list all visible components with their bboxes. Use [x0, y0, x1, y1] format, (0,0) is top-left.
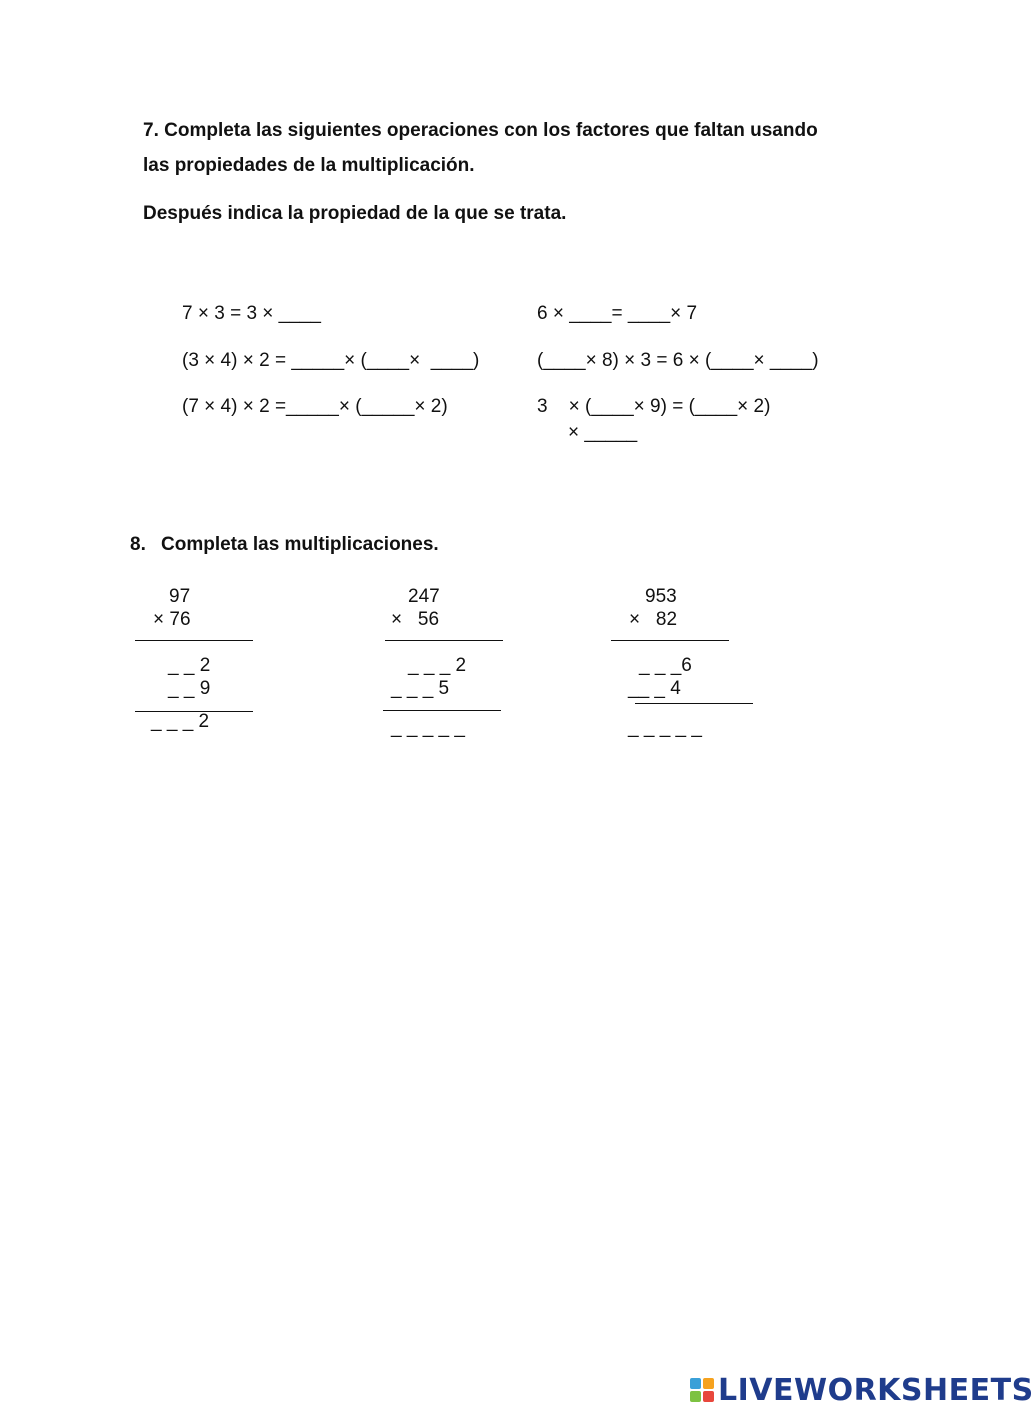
section7-title-line2: las propiedades de la multiplicación. [143, 155, 475, 176]
product-line [385, 640, 503, 641]
right-operation: 6 × ____= ____× 7 [537, 303, 698, 324]
logo-square-icon [703, 1378, 714, 1389]
left-operation: (3 × 4) × 2 = _____× (____× ____) [182, 350, 480, 371]
section8-title: Completa las multiplicaciones. [161, 534, 439, 555]
multiplier: × 56 [391, 609, 440, 630]
final-product: _ _ _ _ _ [391, 717, 465, 738]
multiplier: × 82 [629, 609, 678, 630]
partial-product: _ _ _6 [639, 655, 692, 676]
logo-square-icon [690, 1391, 701, 1402]
right-operation: (____× 8) × 3 = 6 × (____× ____) [537, 350, 819, 371]
product-line [135, 640, 253, 641]
partial-product: __ _ 4 [628, 678, 681, 699]
sum-line [383, 710, 501, 711]
multiplicand: 953 [645, 586, 677, 607]
section7-title-line1: 7. Completa las siguientes operaciones con los factores que faltan usando [143, 120, 818, 141]
multiplicand: 247 [408, 586, 440, 607]
final-product: _ _ _ _ _ [628, 717, 702, 738]
partial-product: _ _ 9 [168, 678, 211, 699]
partial-product: _ _ _ 2 [408, 655, 467, 676]
partial-product: _ _ _ 5 [391, 678, 450, 699]
section8-number: 8. [130, 534, 146, 555]
product-line [611, 640, 729, 641]
section7-instruction: Después indica la propiedad de la que se trata. [143, 203, 567, 224]
multiplier: × 76 [153, 609, 191, 630]
liveworksheets-logo [690, 1372, 1034, 1408]
left-operation: 7 × 3 = 3 × ____ [182, 303, 321, 324]
multiplicand: 97 [169, 586, 191, 607]
partial-product: _ _ 2 [168, 655, 211, 676]
final-product: _ _ _ 2 [151, 711, 210, 732]
logo-square-icon [690, 1378, 701, 1389]
logo-icon [690, 1378, 714, 1402]
left-operation: (7 × 4) × 2 =_____× (_____× 2) [182, 396, 448, 417]
sum-line [635, 703, 753, 704]
brand-name: LIVEWORKSHEETS [718, 1372, 1034, 1408]
right-operation-continuation: × _____ [568, 422, 638, 443]
logo-square-icon [703, 1391, 714, 1402]
right-operation: 3 × (____× 9) = (____× 2) [537, 396, 771, 417]
